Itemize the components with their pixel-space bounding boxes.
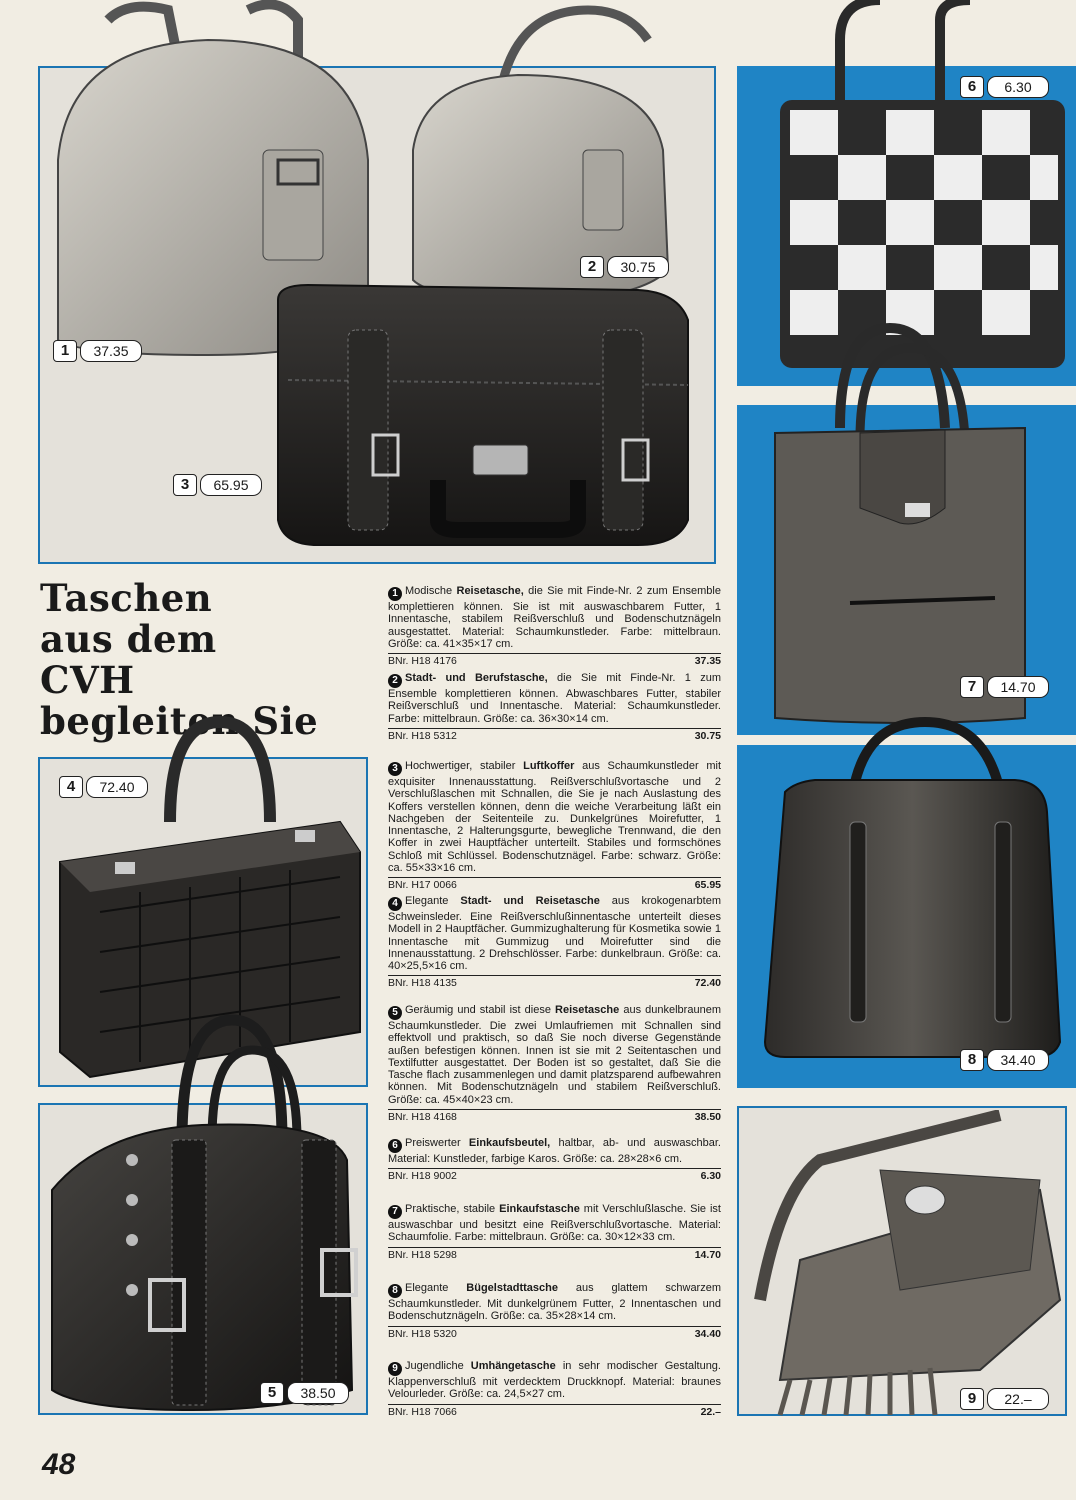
tag-price: 37.35 bbox=[80, 340, 142, 362]
item-number-badge: 7 bbox=[388, 1205, 402, 1219]
order-number-row: BNr. H18 9002 6.30 bbox=[388, 1170, 721, 1183]
tag-price: 72.40 bbox=[86, 776, 148, 798]
tag-number: 4 bbox=[59, 776, 83, 798]
item-number-badge: 8 bbox=[388, 1284, 402, 1298]
tag-price: 38.50 bbox=[287, 1382, 349, 1404]
tag-number: 3 bbox=[173, 474, 197, 496]
order-number-row: BNr. H18 5312 30.75 bbox=[388, 729, 721, 742]
product-description-3: 3 Hochwertiger, stabiler Luftkoffer aus Schaumkunstleder mit exquisiter Innenausstattung. Reißverschlußvortasche und 2 Verschlußlaschen mit Schnallen, die Sie je nach Auslastung des Koffers verstellen können, denn die weiche Verarbeitung läßt ein Nachgeben der Seitenteile zu. Dunkelgrünes Moirefutter, 1 Innentasche, 2 Halterungsgurte, bewegliche Trennwand, die den Koffer in zwei Hauptfächer unterteilt. Stabiles und formschönes Schloß mit Schlüssel. Bodenschutznägel. Farbe: schwarz. Größe: ca. 55×33×16 cm. BNr. H17 0066 65.95 bbox=[388, 760, 721, 892]
price-tag-7 bbox=[960, 676, 1049, 698]
item-number-badge: 6 bbox=[388, 1139, 402, 1153]
travel-bags-illustration bbox=[38, 0, 718, 566]
checker-pattern bbox=[790, 110, 1058, 335]
item-number-badge: 4 bbox=[388, 897, 402, 911]
headline-line-3: CVH bbox=[40, 658, 135, 702]
tag-number: 6 bbox=[960, 76, 984, 98]
product-description-9: 9 Jugendliche Umhängetasche in sehr modischer Gestaltung. Klappenverschluß mit verdecktem Druckknopf. Material: braunes Velourleder. Größe: ca. 24,5×27 cm. BNr. H18 7066 22.– bbox=[388, 1360, 721, 1418]
product-description-8: 8 Elegante Bügelstadttasche aus glattem schwarzem Schaumkunstleder. Mit dunkelgrünem Futter, 2 Innentaschen und Bodenschutznägeln. Größe: ca. 35×28×14 cm. BNr. H18 5320 34.40 bbox=[388, 1282, 722, 1340]
headline-line-1: Taschen bbox=[40, 576, 213, 620]
order-number-row: BNr. H17 0066 65.95 bbox=[388, 879, 721, 892]
item-number-badge: 5 bbox=[388, 1006, 402, 1020]
price-tag-6 bbox=[960, 76, 1049, 98]
order-number-row: BNr. H18 7066 22.– bbox=[388, 1405, 721, 1418]
price-tag-2 bbox=[580, 256, 669, 278]
tag-price: 22.– bbox=[987, 1388, 1049, 1410]
price-tag-3 bbox=[173, 474, 262, 496]
price-tag-8 bbox=[960, 1049, 1049, 1071]
product-description-5: 5 Geräumig und stabil ist diese Reisetasche aus dunkelbraunem Schaumkunstleder. Die zwei Umlaufriemen mit Schnallen sind effektvoll und praktisch, so daß Sie noch diverse Gegenstände außen befestigen können. Innen ist sie mit 2 Seitentaschen und Textilfutter ausgestattet. Der Boden ist so gestaltet, daß Sie die Tasche flach zusammenlegen und damit platzsparend aufbewahren können. Mit Bodenschutznägeln und stabilem Reißverschluß. Größe: ca. 45×40×23 cm. BNr. H18 4168 38.50 bbox=[388, 1004, 721, 1124]
order-number-row: BNr. H18 5320 34.40 bbox=[388, 1327, 721, 1340]
order-number-row: BNr. H18 5298 14.70 bbox=[388, 1248, 721, 1261]
item-number-badge: 2 bbox=[388, 674, 402, 688]
tag-price: 34.40 bbox=[987, 1049, 1049, 1071]
bag-3-luftkoffer bbox=[278, 285, 688, 545]
tag-number: 9 bbox=[960, 1388, 984, 1410]
product-description-4: 4 Elegante Stadt- und Reisetasche aus krokogenarbtem Schweinsleder. Eine Reißverschlußinnentasche unterteilt dieses Modell in 2 Hauptfächer. Gummizughalterung für Kosmetika sowie 1 Innentasche mit Gummizug und Moirefutter sind die Innenausstattung. 2 Drehschlösser. Farbe: dunkelbraun. Größe: ca. 40×25,5×16 cm. BNr. H18 4135 72.40 bbox=[388, 895, 721, 990]
shopping-bag-illustration bbox=[760, 318, 1060, 738]
price-tag-9 bbox=[960, 1388, 1049, 1410]
tag-number: 5 bbox=[260, 1382, 284, 1404]
tag-price: 14.70 bbox=[987, 676, 1049, 698]
tag-number: 8 bbox=[960, 1049, 984, 1071]
product-description-7: 7 Praktische, stabile Einkaufstasche mit Verschlußlasche. Sie ist auswaschbar und besitzt eine Reißverschlußvortasche. Material: Schaumfolie. Farbe: mittelbraun. Größe: ca. 30×12×33 cm. BNr. H18 5298 14.70 bbox=[388, 1203, 721, 1261]
tag-number: 2 bbox=[580, 256, 604, 278]
product-description-1: 1 Modische Reisetasche, die Sie mit Finde-Nr. 2 zum Ensemble komplettieren können. Sie ist mit auswaschbarem Futter, 1 Innentasche, stabilem Reißverschluß und Bodenschutznägeln ausgestattet. Material: Schaumkunstleder. Farbe: mittelbraun. Größe: ca. 41×35×17 cm. BNr. H18 4176 37.35 bbox=[388, 585, 721, 668]
product-description-6: 6 Preiswerter Einkaufsbeutel, haltbar, ab- und auswaschbar. Material: Kunstleder, farbige Karos. Größe: ca. 28×28×6 cm. BNr. H18 9002 6.30 bbox=[388, 1137, 721, 1183]
headline-line-4: begleiten Sie bbox=[40, 699, 319, 743]
tag-price: 6.30 bbox=[987, 76, 1049, 98]
product-description-2: 2 Stadt- und Berufstasche, die Sie mit Finde-Nr. 1 zum Ensemble komplettieren können. Abwaschbares Futter, stabiler Reißverschluß und Innentasche. Material: Schaumkunstleder. Farbe: mittelbraun. Größe: ca. 36×30×14 cm. BNr. H18 5312 30.75 bbox=[388, 672, 722, 742]
item-number-badge: 1 bbox=[388, 587, 402, 601]
tag-price: 30.75 bbox=[607, 256, 669, 278]
doctor-bag-illustration bbox=[32, 1010, 372, 1420]
handbag-illustration bbox=[755, 712, 1065, 1082]
tag-number: 7 bbox=[960, 676, 984, 698]
order-number-row: BNr. H18 4176 37.35 bbox=[388, 655, 721, 668]
tag-price: 65.95 bbox=[200, 474, 262, 496]
item-number-badge: 3 bbox=[388, 762, 402, 776]
price-tag-5 bbox=[260, 1382, 349, 1404]
order-number-row: BNr. H18 4168 38.50 bbox=[388, 1111, 721, 1124]
order-number-row: BNr. H18 4135 72.40 bbox=[388, 977, 721, 990]
page-number: 48 bbox=[42, 1448, 76, 1481]
price-tag-1 bbox=[53, 340, 142, 362]
item-number-badge: 9 bbox=[388, 1362, 402, 1376]
shoulder-bag-illustration bbox=[740, 1110, 1070, 1420]
headline-line-2: aus dem bbox=[40, 617, 217, 661]
tag-number: 1 bbox=[53, 340, 77, 362]
price-tag-4 bbox=[59, 776, 148, 798]
